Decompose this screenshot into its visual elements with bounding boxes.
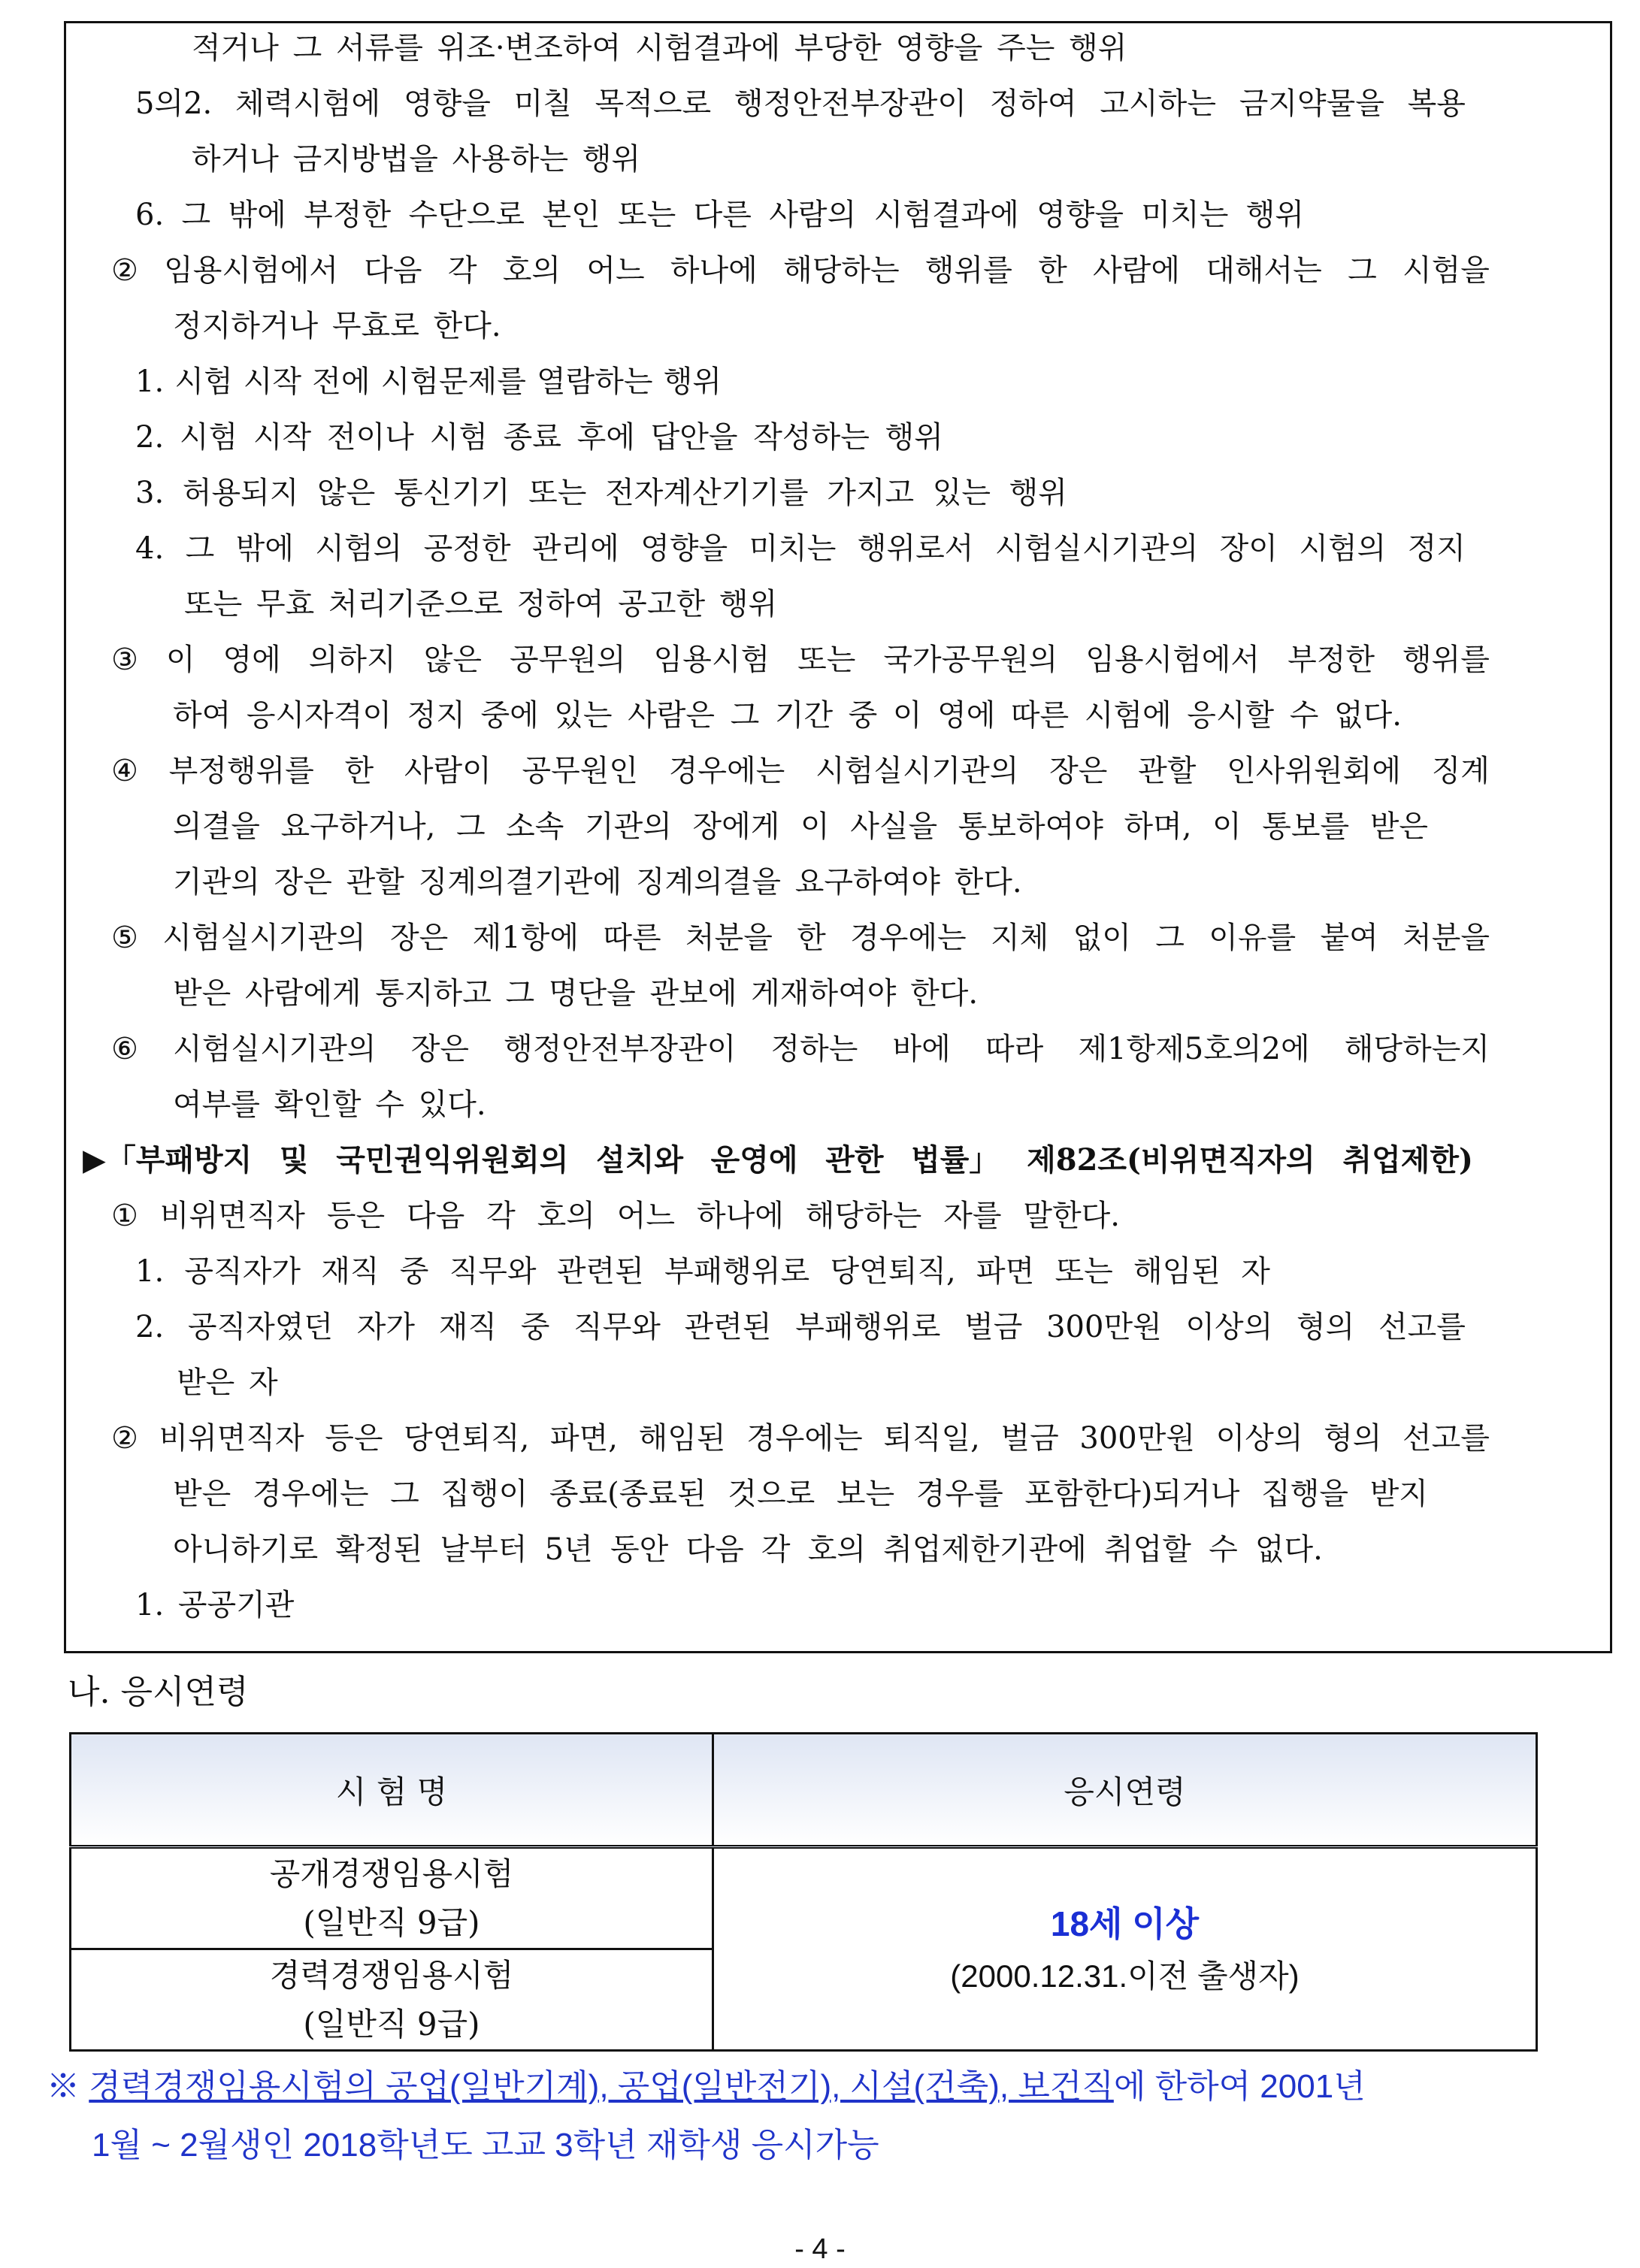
law-text-line: 3. 허용되지 않은 통신기기 또는 전자계산기기를 가지고 있는 행위 bbox=[135, 476, 1067, 510]
law-text-line: 여부를 확인할 수 있다. bbox=[173, 1087, 486, 1122]
law-text-line: 2. 공직자였던 자가 재직 중 직무와 관련된 부패행위로 벌금 300만원 이상의 형의 선고를 bbox=[135, 1310, 1466, 1344]
law-text-line: ⑥ 시험실시기관의 장은 행정안전부장관이 정하는 바에 따라 제1항제5호의2에 해당하는지 bbox=[111, 1032, 1490, 1066]
law-text-line: 5의2. 체력시험에 영향을 미칠 목적으로 행정안전부장관이 정하여 고시하는 금지약물을 복용 bbox=[135, 86, 1466, 121]
birth-date-condition: (2000.12.31.이전 출생자) bbox=[950, 1958, 1300, 1994]
law-text-line: 또는 무효 처리기준으로 정하여 공고한 행위 bbox=[184, 587, 778, 621]
exam-name-line: 경력경쟁임용시험 bbox=[269, 1957, 514, 1994]
law-text-line: 4. 그 밖에 시험의 공정한 관리에 영향을 미치는 행위로서 시험실시기관의 장이 시험의 정지 bbox=[135, 531, 1466, 566]
header-exam-name: 시 험 명 bbox=[71, 1734, 713, 1847]
exam-name-line: 공개경쟁임용시험 bbox=[269, 1855, 514, 1892]
law-text-line: 받은 사람에게 통지하고 그 명단을 관보에 게재하여야 한다. bbox=[173, 976, 979, 1011]
law-text-line: 아니하기로 확정된 날부터 5년 동안 다음 각 호의 취업제한기관에 취업할 수 없다. bbox=[173, 1532, 1323, 1567]
law-text-line: 1. 공공기관 bbox=[135, 1588, 295, 1622]
note-mark: ※ bbox=[47, 2068, 80, 2105]
law-text-line: 2. 시험 시작 전이나 시험 종료 후에 답안을 작성하는 행위 bbox=[135, 420, 943, 455]
exam-name-cell bbox=[71, 1949, 713, 2051]
page-number: - 4 - bbox=[794, 2233, 846, 2265]
law-text-line: 1. 공직자가 재직 중 직무와 관련된 부패행위로 당연퇴직, 파면 또는 해임된 자 bbox=[135, 1254, 1270, 1289]
header-age: 응시연령 bbox=[713, 1734, 1537, 1847]
law-text-line: ④ 부정행위를 한 사람이 공무원인 경우에는 시험실시기관의 장은 관할 인사위원회에 징계 bbox=[111, 754, 1490, 788]
law-text-line: 기관의 장은 관할 징계의결기관에 징계의결을 요구하여야 한다. bbox=[173, 865, 1022, 900]
law-text-line: ① 비위면직자 등은 다음 각 호의 어느 하나에 해당하는 자를 말한다. bbox=[111, 1199, 1120, 1233]
law-text-line: 받은 경우에는 그 집행이 종료(종료된 것으로 보는 경우를 포함한다)되거나 집행을 받지 bbox=[173, 1477, 1428, 1511]
law-text-line: ⑤ 시험실시기관의 장은 제1항에 따른 처분을 한 경우에는 지체 없이 그 이유를 붙여 처분을 bbox=[111, 921, 1490, 955]
law-text-line: 정지하거나 무효로 한다. bbox=[173, 309, 501, 343]
age-cell bbox=[713, 1847, 1537, 2051]
note-text: 에 한하여 2001년 bbox=[1113, 2068, 1366, 2105]
age-requirement: 18세 이상 bbox=[1050, 1904, 1200, 1944]
exam-grade-line: (일반직 9급) bbox=[303, 2006, 480, 2043]
law-text-line: ▶「부패방지 및 국민권익위원회의 설치와 운영에 관한 법률」 제82조(비위면직자의 취업제한) bbox=[83, 1142, 1473, 1178]
table-row bbox=[71, 1847, 1537, 1949]
law-text-line: ③ 이 영에 의하지 않은 공무원의 임용시험 또는 국가공무원의 임용시험에서 부정한 행위를 bbox=[111, 643, 1490, 677]
law-text-line: 받은 자 bbox=[177, 1365, 278, 1400]
exam-name-cell bbox=[71, 1847, 713, 1949]
law-text-line: ② 임용시험에서 다음 각 호의 어느 하나에 해당하는 행위를 한 사람에 대해서는 그 시험을 bbox=[111, 253, 1490, 288]
note-underlined-text: 경력경쟁임용시험의 공업(일반기계), 공업(일반전기), 시설(건축), 보건직 bbox=[89, 2068, 1114, 2105]
note-line-2: 1월 ~ 2월생인 2018학년도 고교 3학년 재학생 응시가능 bbox=[92, 2127, 879, 2164]
exam-grade-line: (일반직 9급) bbox=[303, 1904, 480, 1942]
law-text-line: 6. 그 밖에 부정한 수단으로 본인 또는 다른 사람의 시험결과에 영향을 미치는 행위 bbox=[135, 198, 1304, 232]
table-header-row bbox=[71, 1734, 1537, 1847]
age-table bbox=[69, 1732, 1538, 2052]
law-text-line: 하여 응시자격이 정지 중에 있는 사람은 그 기간 중 이 영에 따른 시험에 응시할 수 없다. bbox=[173, 698, 1402, 733]
law-text-line: 하거나 금지방법을 사용하는 행위 bbox=[192, 142, 641, 177]
law-text-line: ② 비위면직자 등은 당연퇴직, 파면, 해임된 경우에는 퇴직일, 벌금 300만원 이상의 형의 선고를 bbox=[111, 1421, 1490, 1456]
section-title-age: 나. 응시연령 bbox=[68, 1673, 249, 1711]
law-text-line: 적거나 그 서류를 위조·변조하여 시험결과에 부당한 영향을 주는 행위 bbox=[192, 31, 1127, 65]
law-text-line: 의결을 요구하거나, 그 소속 기관의 장에게 이 사실을 통보하여야 하며, 이 통보를 받은 bbox=[173, 809, 1428, 844]
law-text-line: 1. 시험 시작 전에 시험문제를 열람하는 행위 bbox=[135, 364, 722, 399]
note-line-1 bbox=[47, 2059, 1366, 2107]
